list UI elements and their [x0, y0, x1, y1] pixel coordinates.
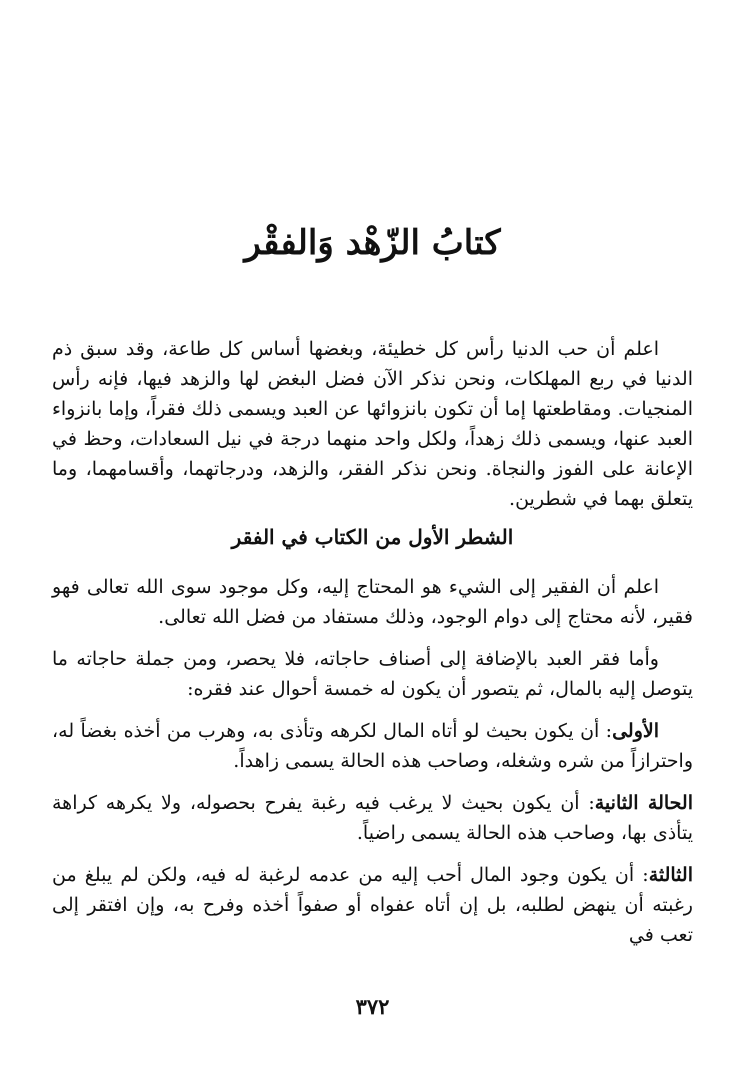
- state-first-lead: الأولى: [612, 720, 659, 742]
- state-first-paragraph: [52, 716, 693, 776]
- intro-paragraph: اعلم أن حب الدنيا رأس كل خطيئة، وبغضها أساس كل طاعة، وقد سبق ذم الدنيا في ربع المهلكات، ونحن نذكر الآن فضل البغض لها والزهد فيها، فإنه رأس المنجيات. ومقاطعتها إما أن تكون بانزوائها عن العبد ويسمى ذلك فقراً، وإما بانزواء العبد عنها، ويسمى ذلك زهداً، ولكل واحد منهما درجة في نيل السعادات، وحظ في الإعانة على الفوز والنجاة. ونحن نذكر الفقر، والزهد، ودرجاتهما، وأقسامهما، وما يتعلق بهما في شطرين.: [52, 338, 693, 510]
- state-third-lead: الثالثة: [648, 864, 693, 886]
- section-heading: الشطر الأول من الكتاب في الفقر: [231, 525, 514, 549]
- state-second-paragraph: [52, 788, 693, 848]
- state-second-lead: الحالة الثانية: [594, 792, 693, 814]
- definition-paragraph: اعلم أن الفقير إلى الشيء هو المحتاج إليه، وكل موجود سوى الله تعالى فهو فقير، لأنه محتاج إلى دوام الوجود، وذلك مستفاد من فضل الله تعالى.: [52, 576, 693, 628]
- state-first-text: : أن يكون بحيث لو أتاه المال لكرهه وتأذى به، وهرب من أخذه بغضاً له، واحترازاً من شره وشغله، وصاحب هذه الحالة يسمى زاهداً.: [52, 720, 693, 772]
- needs-paragraph: وأما فقر العبد بالإضافة إلى أصناف حاجاته، فلا يحصر، ومن جملة حاجاته ما يتوصل إليه بالمال، ثم يتصور أن يكون له خمسة أحوال عند فقره:: [52, 648, 693, 700]
- state-second-text: : أن يكون بحيث لا يرغب فيه رغبة يفرح بحصوله، ولا يكرهه كراهة يتأذى بها، وصاحب هذه الحالة يسمى راضياً.: [52, 792, 693, 844]
- body-text: [52, 334, 693, 962]
- state-third-text: : أن يكون وجود المال أحب إليه من عدمه لرغبة له فيه، ولكن لم يبلغ من رغبته أن ينهض لطلبه، بل إن أتاه عفواه أو صفواً أخذه وفرح به، وإن افتقر إلى تعب في: [52, 864, 693, 946]
- page-number: ٣٧٢: [355, 994, 390, 1019]
- state-third-paragraph: [52, 860, 693, 950]
- book-title: كتابُ الزّهْد وَالفقْر: [244, 223, 501, 263]
